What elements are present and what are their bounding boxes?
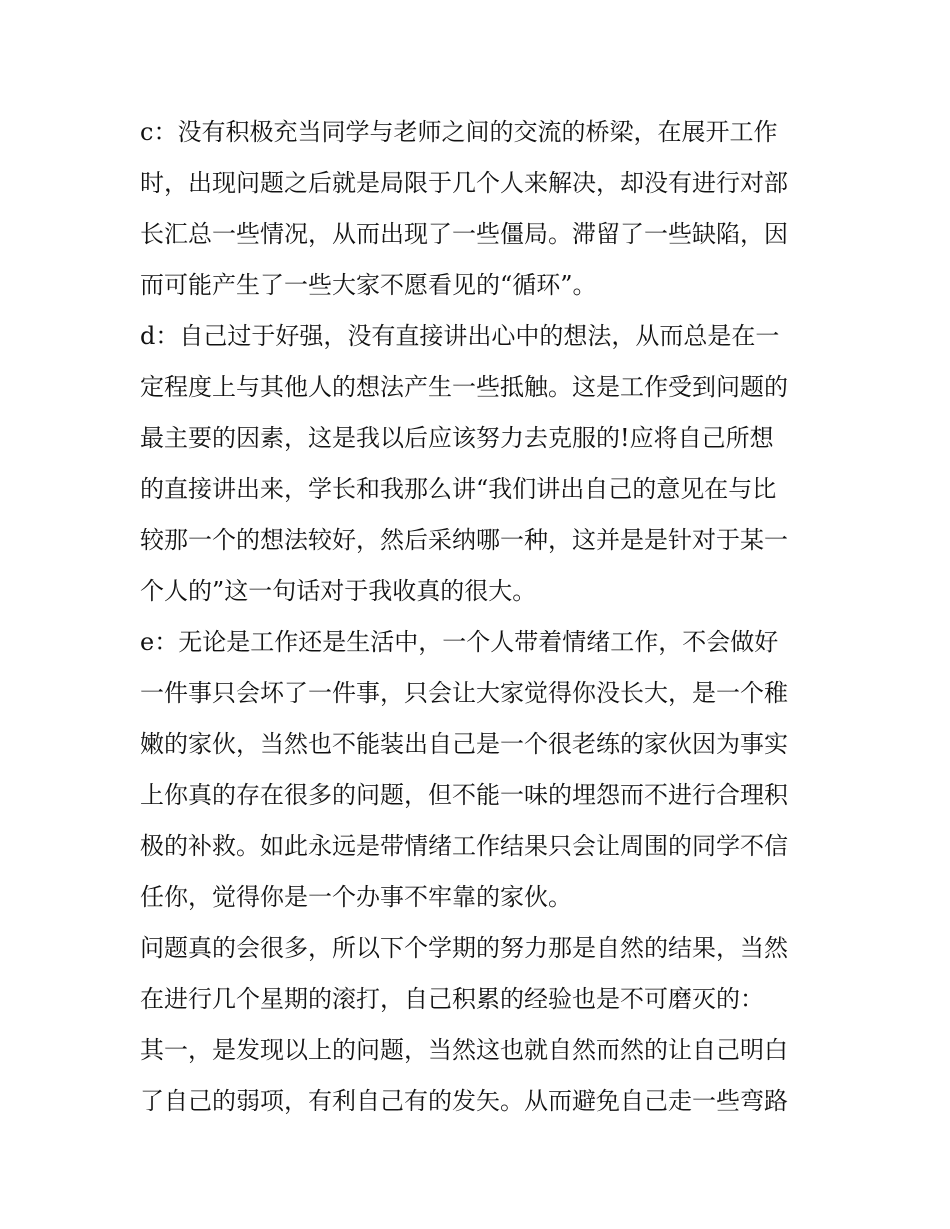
text-line: 极的补救。如此永远是带情绪工作结果只会让周围的同学不信: [140, 832, 788, 860]
text-line: 最主要的因素，这是我以后应该努力去克服的!应将自己所想: [140, 424, 774, 452]
text-line: 上你真的存在很多的问题，但不能一味的埋怨而不进行合理积: [140, 781, 788, 809]
text-line: 时，出现问题之后就是局限于几个人来解决，却没有进行对部: [140, 169, 788, 197]
document-body: [140, 107, 812, 1127]
text-line: 的直接讲出来，学长和我那么讲“我们讲出自己的意见在与比: [140, 475, 777, 503]
text-line: 长汇总一些情况，从而出现了一些僵局。滞留了一些缺陷，因: [140, 220, 788, 248]
text-line: 定程度上与其他人的想法产生一些抵触。这是工作受到问题的: [140, 373, 788, 401]
text-line: 在进行几个星期的滚打，自己积累的经验也是不可磨灭的：: [140, 985, 764, 1013]
paragraph-summary: [140, 923, 812, 1025]
text-line: 问题真的会很多，所以下个学期的努力那是自然的结果，当然: [140, 934, 788, 962]
text-line: 任你，觉得你是一个办事不牢靠的家伙。: [140, 883, 572, 911]
text-line: 一件事只会坏了一件事，只会让大家觉得你没长大，是一个稚: [140, 679, 788, 707]
text-line: 嫩的家伙，当然也不能装出自己是一个很老练的家伙因为事实: [140, 730, 788, 758]
paragraph-e: [140, 617, 812, 923]
text-line: 个人的”这一句话对于我收真的很大。: [140, 577, 537, 605]
text-line: e：无论是工作还是生活中，一个人带着情绪工作，不会做好: [140, 628, 779, 656]
text-line: c：没有积极充当同学与老师之间的交流的桥梁，在展开工作: [140, 118, 778, 146]
text-line: 了自己的弱项，有利自己有的发矢。从而避免自己走一些弯路: [140, 1087, 788, 1115]
paragraph-first-point: [140, 1025, 812, 1127]
text-line: 较那一个的想法较好，然后采纳哪一种，这并是是针对于某一: [140, 526, 788, 554]
text-line: 而可能产生了一些大家不愿看见的“循环”。: [140, 271, 597, 299]
paragraph-d: [140, 311, 812, 617]
text-line: d：自己过于好强，没有直接讲出心中的想法，从而总是在一: [140, 322, 780, 350]
text-line: 其一，是发现以上的问题，当然这也就自然而然的让自己明白: [140, 1036, 788, 1064]
paragraph-c: [140, 107, 812, 311]
